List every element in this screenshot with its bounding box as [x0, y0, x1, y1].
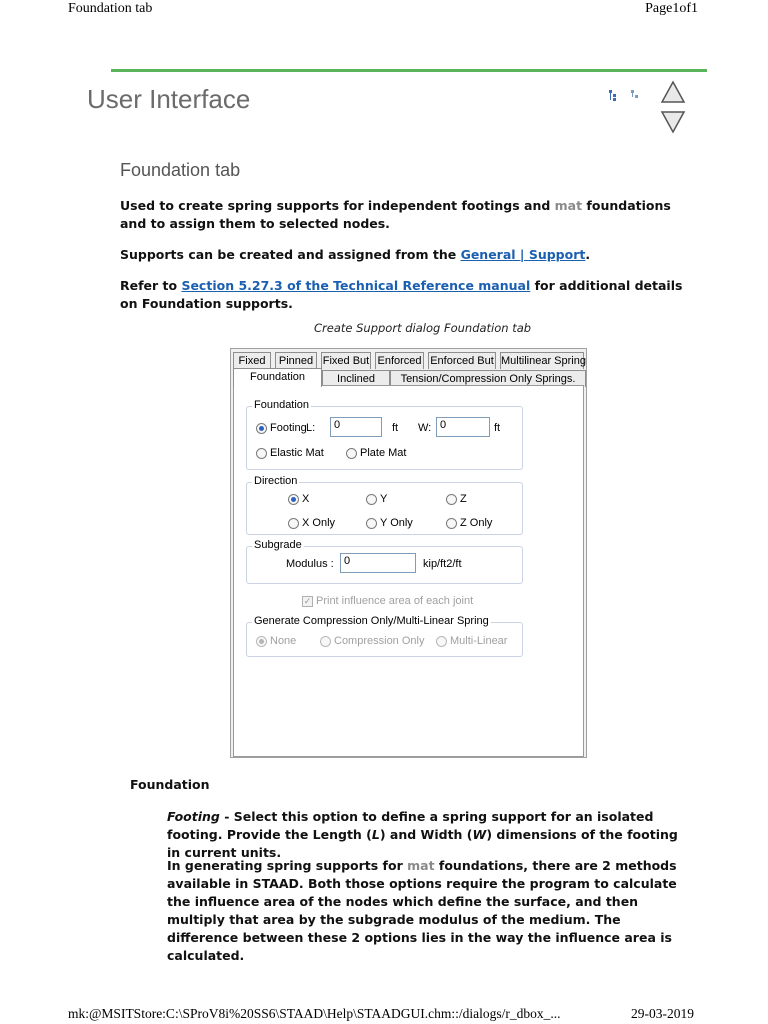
multi-linear-radio[interactable]: [436, 635, 507, 647]
multi-linear-label: Multi-Linear: [450, 635, 508, 647]
subgrade-group-label: Subgrade: [254, 539, 302, 551]
footing-text-3: ) dimensions of the footing in current units.: [167, 827, 678, 860]
modulus-label: Modulus :: [286, 558, 334, 570]
z-label: Z: [460, 493, 467, 505]
foundation-panel: [233, 385, 584, 757]
support-paragraph: [120, 246, 690, 264]
direction-group-label: Direction: [254, 475, 298, 487]
none-radio-dot: [256, 636, 267, 647]
length-term: L: [371, 827, 380, 842]
plate-mat-radio[interactable]: [346, 447, 406, 459]
checkmark-icon: ✓: [303, 595, 312, 606]
footing-text-2: ) and Width (: [379, 827, 473, 842]
z-only-label: Z Only: [460, 517, 493, 529]
length-input[interactable]: 0: [330, 417, 382, 437]
x-only-radio-dot: [288, 518, 299, 529]
elastic-mat-radio-dot: [256, 448, 267, 459]
z-only-radio[interactable]: [446, 517, 492, 529]
figure-caption: Create Support dialog Foundation tab: [314, 321, 532, 335]
footing-radio-dot: [256, 423, 267, 434]
y-label: Y: [380, 493, 388, 505]
footing-term: Footing: [167, 809, 220, 824]
create-support-dialog: [230, 348, 587, 758]
width-label: W:: [418, 422, 432, 434]
reference-paragraph-prefix: Refer to: [120, 278, 182, 293]
foundation-heading: Foundation: [130, 777, 210, 792]
y-radio-dot: [366, 494, 377, 505]
reference-paragraph: [120, 277, 690, 313]
none-label: None: [270, 635, 297, 647]
x-radio-dot: [288, 494, 299, 505]
footing-paragraph: [167, 808, 692, 862]
footer-date: 29-03-2019: [631, 1006, 694, 1021]
generate-group-label: Generate Compression Only/Multi-Linear Spring: [254, 615, 489, 627]
modulus-input[interactable]: 0: [340, 553, 416, 573]
tab-multilinear-spring[interactable]: Multilinear Spring: [500, 352, 584, 369]
elastic-mat-label: Elastic Mat: [270, 447, 324, 459]
compression-only-label: Compression Only: [334, 635, 425, 647]
y-only-label: Y Only: [380, 517, 413, 529]
mat-paragraph-suffix: foundations, there are 2 methods available in STAAD. Both those options require the program to calculate the influence area of the nodes which define the surface, and then multiply that area by the subgrade modulus of the medium. The difference between these 2 options lies in the way the influence area is calculated.: [167, 858, 677, 963]
page-number: Page1of1: [645, 1, 698, 16]
x-only-label: X Only: [302, 517, 336, 529]
print-influence-label: Print influence area of each joint: [316, 595, 474, 607]
support-paragraph-suffix: .: [585, 247, 591, 262]
tab-fixed-but[interactable]: Fixed But: [321, 352, 371, 369]
tab-enforced[interactable]: Enforced: [375, 352, 424, 369]
length-label: L:: [306, 422, 316, 434]
compression-only-radio-dot: [320, 636, 331, 647]
x-label: X: [302, 493, 310, 505]
previous-page-icon[interactable]: [660, 80, 686, 108]
elastic-mat-radio[interactable]: [256, 447, 324, 459]
modulus-unit: kip/ft2/ft: [423, 558, 462, 570]
reference-paragraph-suffix: for additional details on Foundation supports.: [120, 278, 683, 311]
tab-foundation[interactable]: Foundation: [233, 368, 322, 387]
y-radio[interactable]: [366, 493, 387, 505]
z-radio[interactable]: [446, 493, 467, 505]
tab-inclined[interactable]: Inclined: [322, 370, 390, 387]
width-term: W: [472, 827, 487, 842]
expand-icon[interactable]: [609, 90, 619, 105]
footing-radio[interactable]: [256, 422, 307, 434]
tab-fixed[interactable]: Fixed: [233, 352, 271, 369]
tab-pinned[interactable]: Pinned: [275, 352, 317, 369]
plate-mat-radio-dot: [346, 448, 357, 459]
compression-only-radio[interactable]: [320, 635, 424, 647]
footer-path: mk:@MSITStore:C:\SProV8i%20SS6\STAAD\Help\STAADGUI.chm::/dialogs/r_dbox_...: [68, 1006, 561, 1021]
collapse-icon[interactable]: [631, 90, 641, 105]
length-unit: ft: [392, 422, 399, 434]
intro-paragraph: Used to create spring supports for independent footings and mat foundations and to assign them to selected nodes.: [120, 198, 671, 231]
mat-term: mat: [554, 198, 583, 213]
print-influence-checkbox[interactable]: [302, 595, 473, 607]
header-rule: [111, 69, 707, 72]
support-paragraph-prefix: Supports can be created and assigned from the: [120, 247, 461, 262]
z-radio-dot: [446, 494, 457, 505]
mat-paragraph-prefix: In generating spring supports for: [167, 858, 408, 873]
x-only-radio[interactable]: [288, 517, 335, 529]
width-unit: ft: [494, 422, 501, 434]
none-radio[interactable]: [256, 635, 296, 647]
x-radio[interactable]: [288, 493, 309, 505]
mat-paragraph: [167, 857, 695, 965]
technical-reference-link[interactable]: Section 5.27.3 of the Technical Reference manual: [181, 278, 531, 293]
footing-text-1: - Select this option to define a spring support for an isolated footing. Provide the Length (: [167, 809, 654, 842]
y-only-radio-dot: [366, 518, 377, 529]
foundation-group-label: Foundation: [254, 399, 310, 411]
page-header-title: Foundation tab: [68, 1, 153, 16]
mat-term-2: mat: [407, 858, 435, 873]
plate-mat-label: Plate Mat: [360, 447, 407, 459]
multi-linear-radio-dot: [436, 636, 447, 647]
section-subtitle: Foundation tab: [120, 160, 241, 180]
tab-enforced-but[interactable]: Enforced But: [428, 352, 496, 369]
foundation-group: [246, 406, 523, 470]
general-support-link[interactable]: General | Support: [460, 247, 586, 262]
z-only-radio-dot: [446, 518, 457, 529]
next-page-icon[interactable]: [660, 110, 686, 138]
tab-tension-compression[interactable]: Tension/Compression Only Springs.: [390, 370, 586, 387]
width-input[interactable]: 0: [436, 417, 490, 437]
page-title: User Interface: [87, 84, 251, 114]
footing-label: Footing: [270, 422, 307, 434]
y-only-radio[interactable]: [366, 517, 413, 529]
